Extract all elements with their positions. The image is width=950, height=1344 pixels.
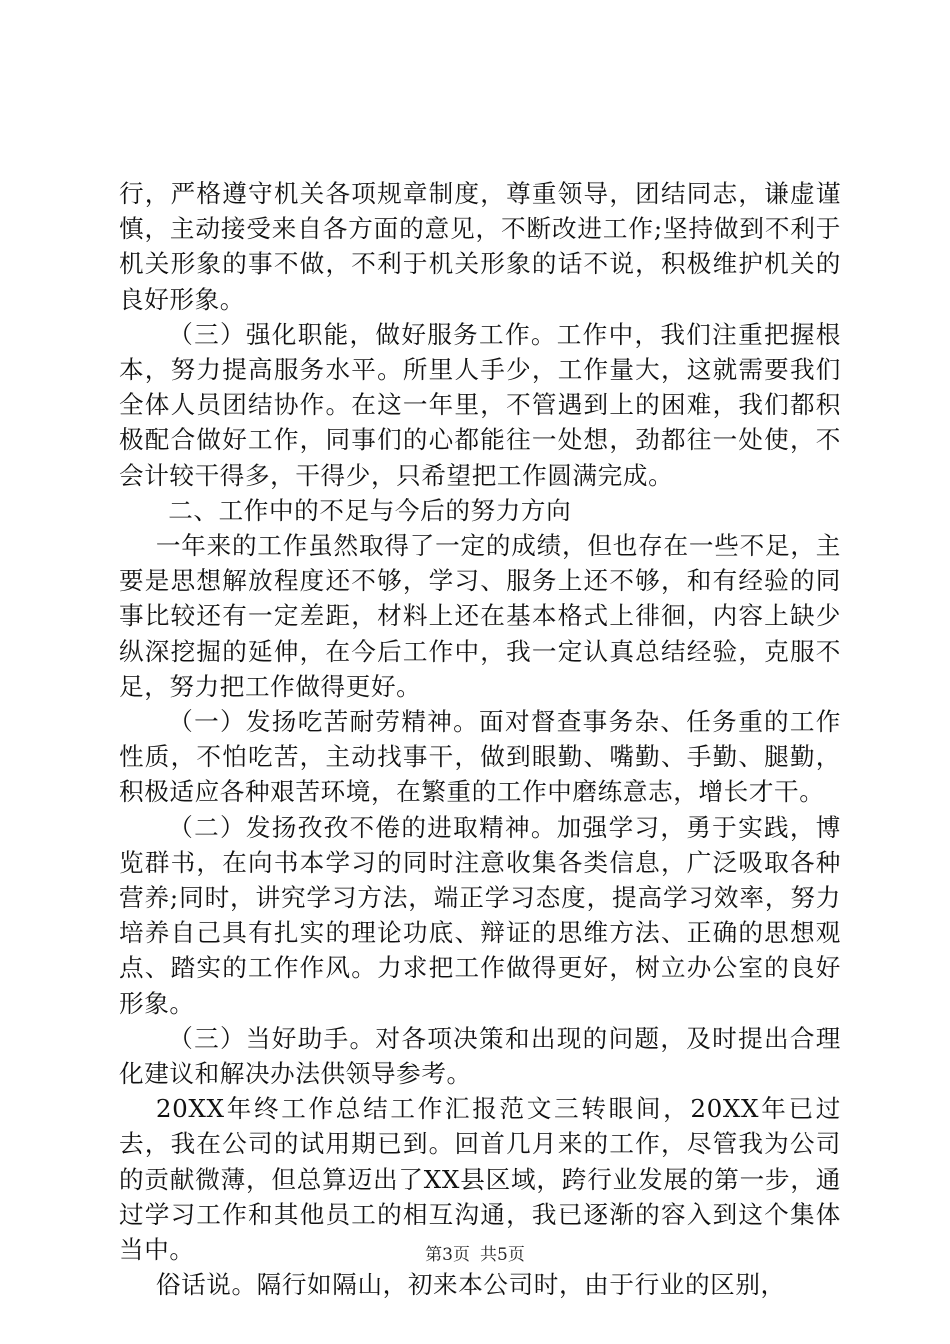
- total-pages: 共5页: [480, 1245, 525, 1265]
- paragraph-proverb: 俗话说。隔行如隔山，初来本公司时，由于行业的区别，: [155, 1270, 786, 1300]
- paragraph-point-3: （三）当好助手。对各项决策和出现的问题，及时提出合理化建议和解决办法供领导参考。: [119, 1023, 841, 1089]
- paragraph-continuation: 行，严格遵守机关各项规章制度，尊重领导，团结同志，谦虚谨慎，主动接受来自各方面的意见，不断改进工作;坚持做到不利于机关形象的事不做，不利于机关形象的话不说，积极维护机关的良好形象。: [119, 179, 841, 314]
- paragraph-shortcomings: 一年来的工作虽然取得了一定的成绩，但也存在一些不足，主要是思想解放程度还不够，学习、服务上还不够，和有经验的同事比较还有一定差距，材料上还在基本格式上徘徊，内容上缺少纵深挖掘的延伸，在今后工作中，我一定认真总结经验，克服不足，努力把工作做得更好。: [119, 531, 841, 701]
- paragraph-section-3-service: （三）强化职能，做好服务工作。工作中，我们注重把握根本，努力提高服务水平。所里人手少，工作量大，这就需要我们全体人员团结协作。在这一年里，不管遇到上的困难，我们都积极配合做好工作，同事们的心都能往一处想，劲都往一处使，不会计较干得多，干得少，只希望把工作圆满完成。: [119, 319, 841, 490]
- page-number: 第3页: [425, 1245, 470, 1265]
- page-footer: [0, 1240, 950, 1265]
- document-body: [119, 176, 841, 1303]
- section-heading-shortcomings: 二、工作中的不足与今后的努力方向: [168, 495, 572, 525]
- paragraph-point-2: （二）发扬孜孜不倦的进取精神。加强学习，勇于实践，博览群书，在向书本学习的同时注意收集各类信息，广泛吸取各种营养;同时，讲究学习方法，端正学习态度，提高学习效率，努力培养自己具有扎实的理论功底、辩证的思维方法、正确的思想观点、踏实的工作作风。力求把工作做得更好，树立办公室的良好形象。: [119, 812, 841, 1018]
- paragraph-point-1: （一）发扬吃苦耐劳精神。面对督查事务杂、任务重的工作性质，不怕吃苦，主动找事干，做到眼勤、嘴勤、手勤、腿勤，积极适应各种艰苦环境，在繁重的工作中磨练意志，增长才干。: [119, 707, 841, 807]
- paragraph-report-three: 20XX年终工作总结工作汇报范文三转眼间，20XX年已过去，我在公司的试用期已到。回首几月来的工作，尽管我为公司的贡献微薄，但总算迈出了XX县区域，跨行业发展的第一步，通过学习工作和其他员工的相互沟通，我已逐渐的容入到这个集体当中。: [119, 1094, 841, 1265]
